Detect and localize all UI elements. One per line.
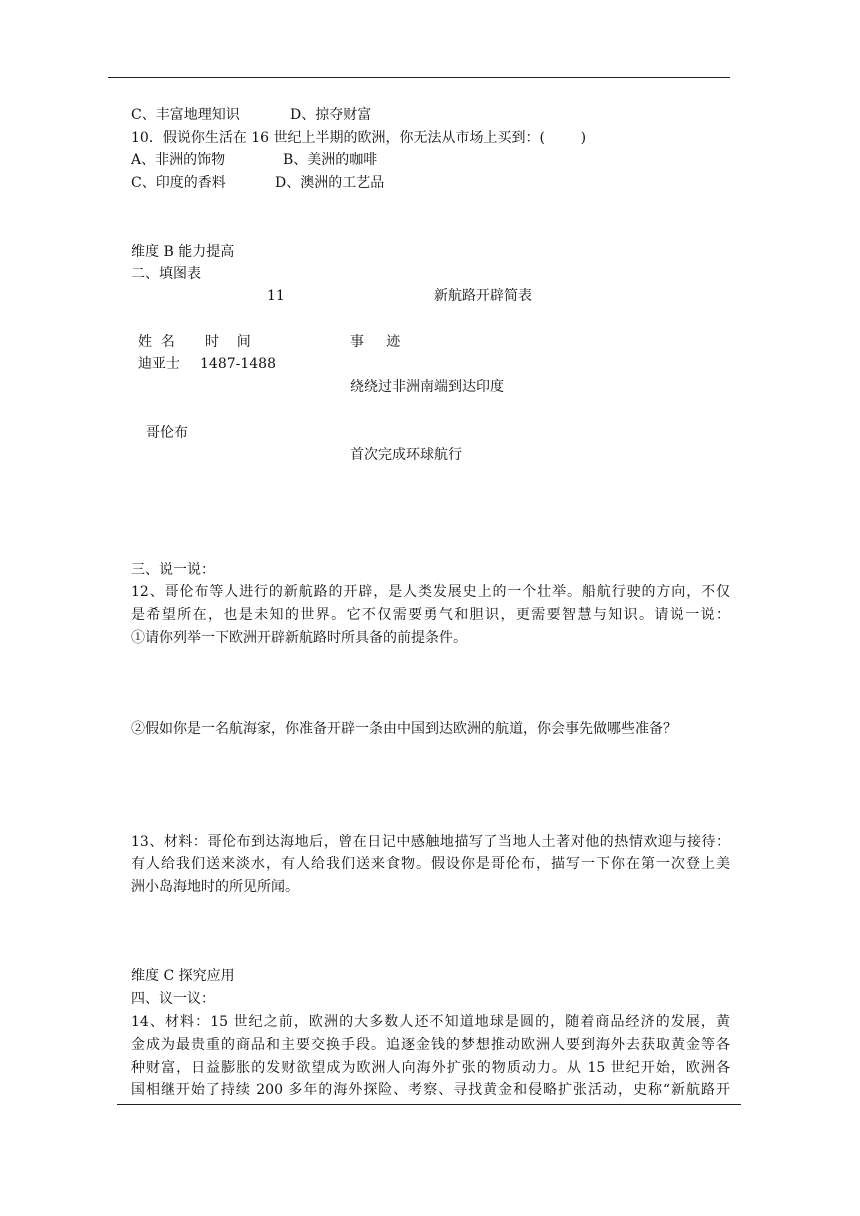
table-row-3-name: 哥伦布 [146,425,188,441]
q12-sub-1: ①请你列举一下欧洲开辟新航路时所具备的前提条件。 [131,630,467,646]
q9-option-c: C、丰富地理知识 [131,107,240,123]
part2-heading: 二、填图表 [131,266,201,282]
q10-option-b: B、美洲的咖啡 [283,152,378,168]
section-c-title: 维度 C 探究应用 [131,968,235,984]
q9-option-d: D、掠夺财富 [290,107,372,123]
table-row-4-deeds: 首次完成环球航行 [350,447,462,463]
q14-line-3: 种财富，日益膨胀的发财欲望成为欧洲人向海外扩张的物质动力。从 15 世纪开始，欧洲各 [131,1060,730,1076]
table-number: 11 [267,288,285,304]
footer-rule [117,1104,741,1105]
table-row-1-time: 1487-1488 [200,356,276,372]
header-rule [108,77,730,78]
table-header-deeds: 事 迹 [350,334,401,350]
table-title: 新航路开辟简表 [434,288,532,304]
table-row-2-deeds: 绕绕过非洲南端到达印度 [350,379,504,395]
q10-option-c: C、印度的香料 [131,175,226,191]
q14-line-4: 国相继开始了持续 200 多年的海外探险、考察、寻找黄金和侵略扩张活动，史称“新航路开 [131,1082,730,1098]
q12-sub-2: ②假如你是一名航海家，你准备开辟一条由中国到达欧洲的航道，你会事先做哪些准备？ [131,721,677,737]
q13-line-3: 洲小岛海地时的所见所闻。 [131,879,299,895]
table-row-1-name: 迪亚士 [138,356,180,372]
table-header-name: 姓 名 [138,334,175,350]
q13-line-2: 有人给我们送来淡水，有人给我们送来食物。假设你是哥伦布，描写一下你在第一次登上美 [131,856,730,872]
q14-line-2: 金成为最贵重的商品和主要交换手段。追逐金钱的梦想推动欧洲人要到海外去获取黄金等各 [131,1037,730,1053]
table-header-time: 时 间 [205,334,251,350]
q10-option-d: D、澳洲的工艺品 [275,175,385,191]
q10-option-a: A、非洲的饰物 [131,152,226,168]
q10-stem: 10．假说你生活在 16 世纪上半期的欧洲，你无法从市场上买到：( ) [131,130,587,146]
part4-heading: 四、议一议： [131,991,215,1007]
q13-line-1: 13、材料：哥伦布到达海地后，曾在日记中感触地描写了当地人土著对他的热情欢迎与接待： [131,834,730,850]
section-b-title: 维度 B 能力提高 [131,244,235,260]
part3-heading: 三、说一说： [131,562,215,578]
q12-line-2: 是希望所在，也是未知的世界。它不仅需要勇气和胆识，更需要智慧与知识。请说一说： [131,607,730,623]
q14-line-1: 14、材料：15 世纪之前，欧洲的大多数人还不知道地球是圆的，随着商品经济的发展，黄 [131,1014,730,1030]
q12-line-1: 12、哥伦布等人进行的新航路的开辟，是人类发展史上的一个壮举。船航行驶的方向，不仅 [131,584,730,600]
